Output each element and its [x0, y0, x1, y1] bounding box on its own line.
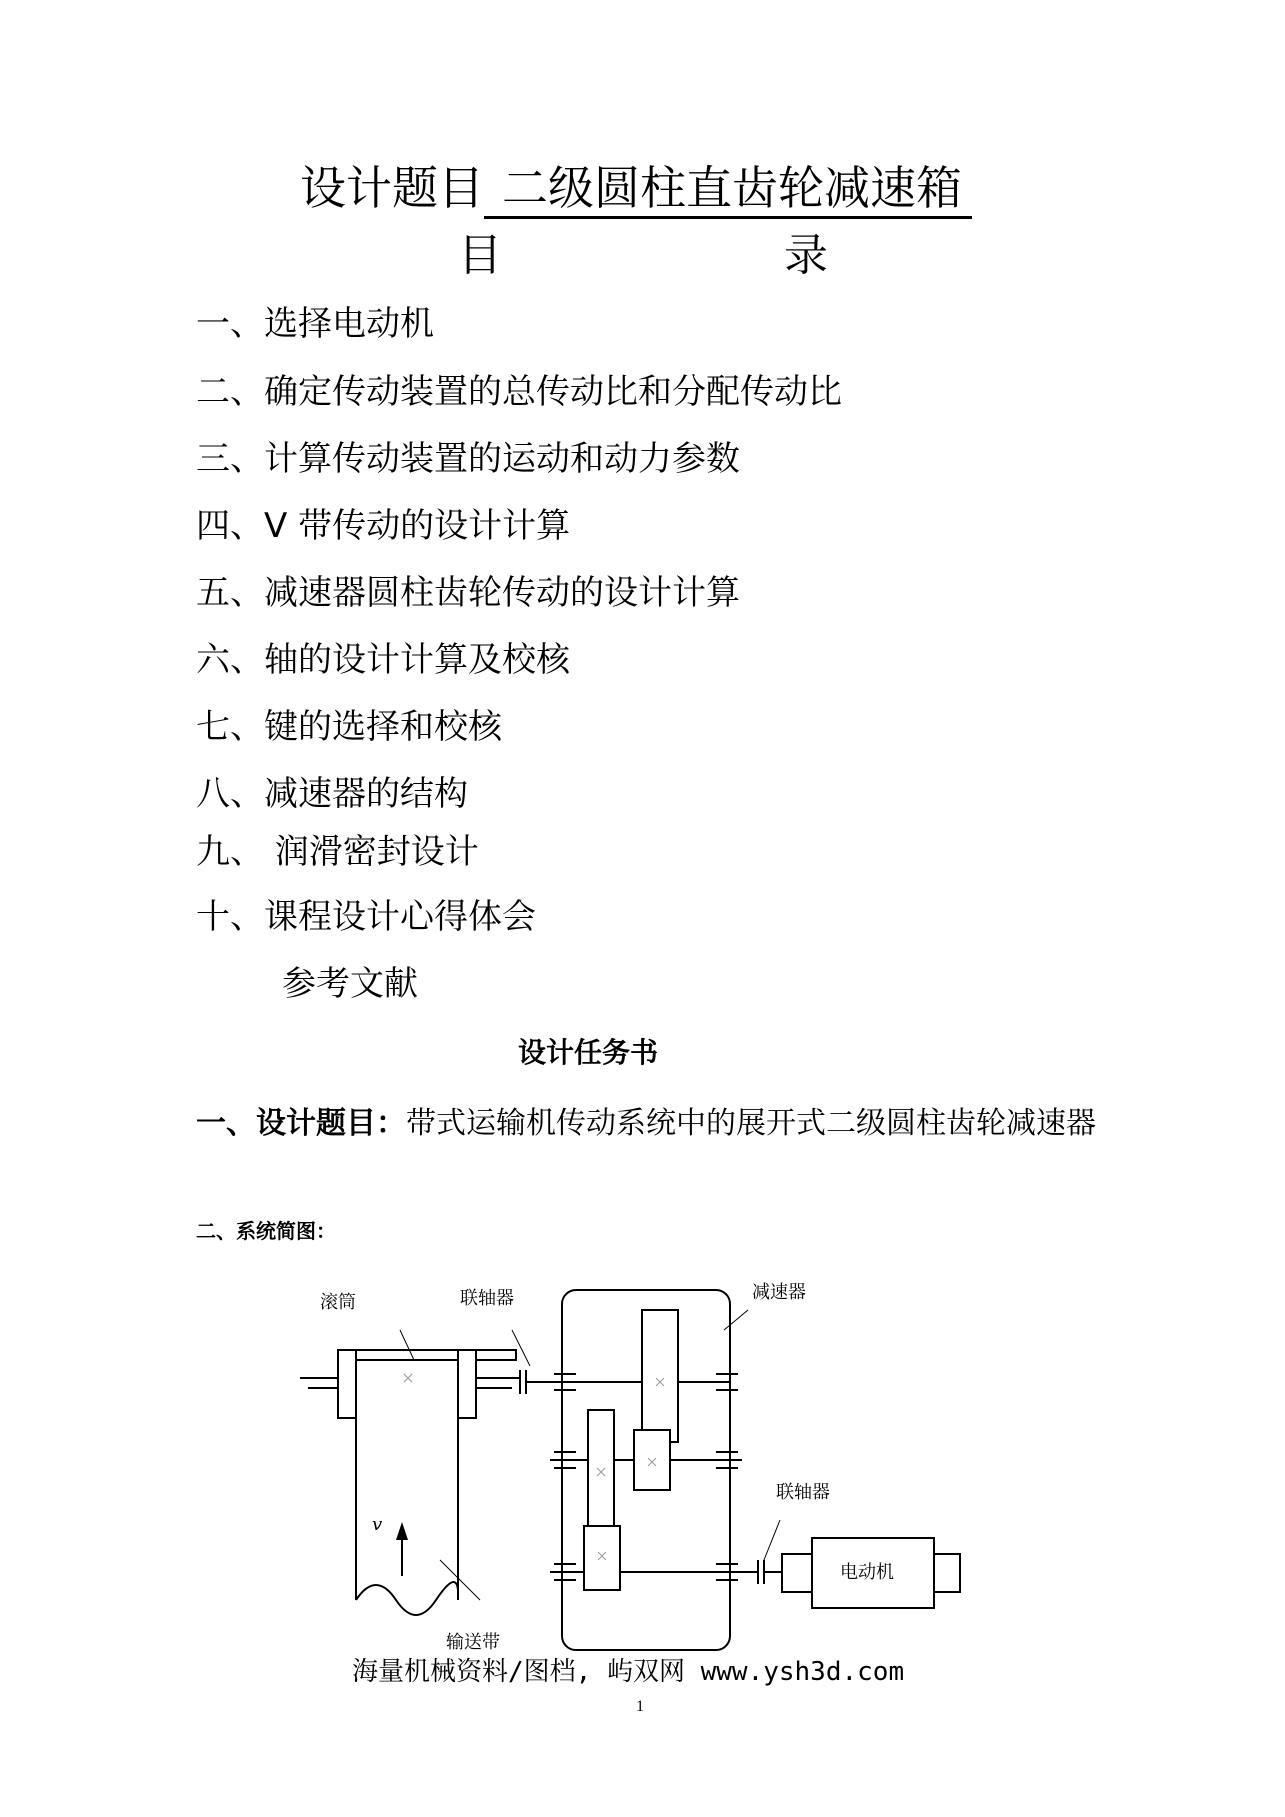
title-prefix: 设计题目 — [300, 161, 484, 215]
motor-end-cap-left — [782, 1554, 812, 1592]
label-reducer: 减速器 — [752, 1282, 806, 1303]
gear-high-speed-pinion — [634, 1430, 670, 1490]
toc-item: 三、计算传动装置的运动和动力参数 — [196, 439, 740, 479]
gear-high-speed-large — [642, 1310, 678, 1442]
toc-item: 十、课程设计心得体会 — [196, 897, 536, 937]
label-coupling1: 联轴器 — [460, 1288, 514, 1309]
toc-item: 一、选择电动机 — [196, 304, 434, 344]
system-diagram-label: 二、系统简图： — [196, 1219, 336, 1243]
toc-heading-right: 录 — [784, 230, 828, 281]
drum-top — [356, 1350, 516, 1360]
belt-break-curve — [356, 1582, 458, 1615]
label-coupling2: 联轴器 — [776, 1482, 830, 1503]
drum-left-bearing — [338, 1350, 356, 1418]
toc-item: 九、 润滑密封设计 — [196, 832, 479, 872]
label-motor: 电动机 — [840, 1562, 894, 1583]
title-subject: 二级圆柱直齿轮减速箱 — [484, 160, 972, 219]
label-drum: 滚筒 — [320, 1292, 356, 1313]
toc-item: 六、轴的设计计算及校核 — [196, 640, 570, 680]
system-diagram — [280, 1270, 980, 1670]
task-heading: 设计任务书 — [518, 1036, 659, 1069]
task-design-topic — [196, 1102, 1096, 1146]
reducer-leader — [724, 1310, 748, 1330]
belt-leader — [440, 1560, 480, 1600]
toc-item: 八、减速器的结构 — [196, 774, 468, 814]
toc-item: 二、确定传动装置的总传动比和分配传动比 — [196, 372, 842, 412]
label-velocity: v — [372, 1514, 383, 1535]
toc-heading-left: 目 — [458, 230, 502, 281]
document-title — [300, 160, 972, 219]
drum-leader — [400, 1330, 414, 1360]
page-number: 1 — [636, 1698, 644, 1715]
label-belt: 输送带 — [446, 1632, 500, 1653]
toc-item-references: 参考文献 — [282, 964, 418, 1004]
coupling2-leader — [764, 1520, 780, 1560]
gear-center-markers — [404, 1374, 664, 1560]
drum-right-bearing — [458, 1350, 476, 1418]
gear-low-speed-pinion — [588, 1410, 614, 1540]
watermark-text: 海量机械资料/图档, 屿双网 www.ysh3d.com — [352, 1657, 905, 1687]
toc-item: 七、键的选择和校核 — [196, 707, 502, 747]
velocity-arrow — [396, 1522, 408, 1576]
task-line-text: 带式运输机传动系统中的展开式二级圆柱齿轮减速器 — [406, 1106, 1096, 1141]
gear-low-speed-large — [584, 1526, 620, 1590]
task-line-label: 一、设计题目： — [196, 1106, 406, 1141]
motor-end-cap-right — [934, 1554, 960, 1592]
toc-item: 五、减速器圆柱齿轮传动的设计计算 — [196, 573, 740, 613]
toc-item: 四、V 带传动的设计计算 — [196, 506, 571, 546]
